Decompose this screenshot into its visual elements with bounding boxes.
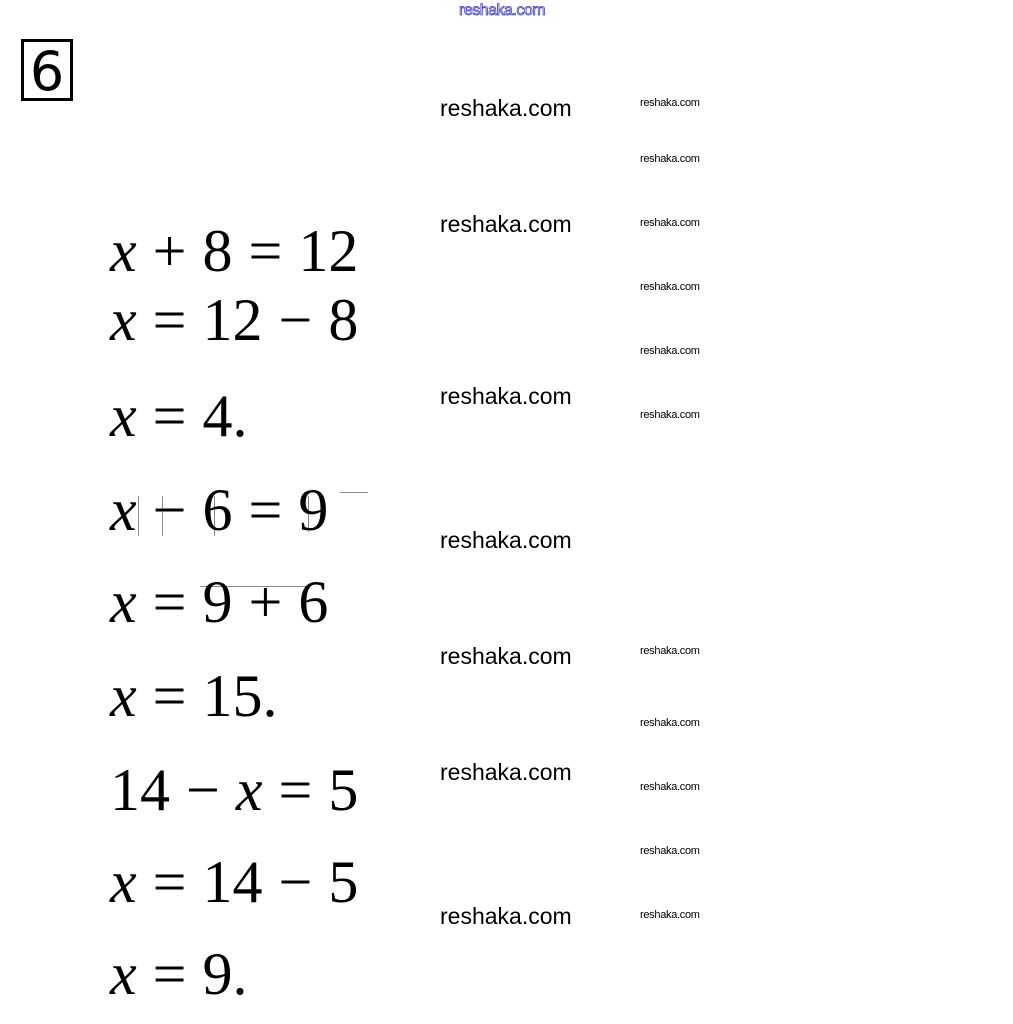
equation-line	[110, 849, 374, 915]
watermark: reshaka.com	[440, 95, 572, 121]
equation-variable: x	[110, 477, 137, 543]
equation-token: =	[278, 757, 313, 823]
equation-line	[110, 569, 344, 635]
equation-token: =	[152, 663, 187, 729]
equation-token: =	[152, 849, 187, 915]
equation-token: 5	[328, 849, 359, 915]
watermark: reshaka.com	[440, 211, 572, 237]
equation-line	[110, 477, 344, 543]
watermark-small: reshaka.com	[640, 153, 700, 165]
watermark: reshaka.com	[440, 527, 572, 553]
equation-token: =	[152, 287, 187, 353]
watermark-small: reshaka.com	[640, 645, 700, 657]
equation-line	[110, 287, 374, 353]
equation-line	[110, 218, 374, 284]
equation-token: =	[248, 218, 283, 284]
equation-token: 9.	[202, 941, 248, 1007]
equation-token: +	[152, 218, 187, 284]
watermark-small: reshaka.com	[640, 217, 700, 229]
equation-token: −	[278, 849, 313, 915]
equation-variable: x	[110, 849, 137, 915]
watermark: reshaka.com	[440, 643, 572, 669]
equation-token: 8	[202, 218, 233, 284]
equation-line	[110, 663, 293, 729]
equation-token: 12	[202, 287, 263, 353]
equation-token: 14	[202, 849, 263, 915]
equation-token: −	[278, 287, 313, 353]
equation-token: =	[248, 477, 283, 543]
equation-line	[110, 757, 374, 823]
equation-variable: x	[110, 941, 137, 1007]
watermark: reshaka.com	[440, 759, 572, 785]
equation-variable: x	[110, 569, 137, 635]
watermark-small: reshaka.com	[640, 97, 700, 109]
watermark-small: reshaka.com	[640, 845, 700, 857]
equation-token: =	[152, 941, 187, 1007]
equation-token: 4.	[202, 383, 248, 449]
equation-variable: x	[110, 383, 137, 449]
equation-line	[110, 383, 263, 449]
equation-variable: x	[110, 218, 137, 284]
watermark: reshaka.com	[440, 903, 572, 929]
equation-token: 5	[328, 757, 359, 823]
equation-token: 6	[202, 477, 233, 543]
task-number-box: 6	[21, 39, 73, 101]
watermark-small: reshaka.com	[640, 345, 700, 357]
equation-token: +	[248, 569, 283, 635]
watermark-small: reshaka.com	[640, 717, 700, 729]
equation-token: 15.	[202, 663, 278, 729]
watermark: reshaka.com	[440, 383, 572, 409]
equation-line	[110, 941, 263, 1007]
equation-token: 14	[110, 757, 170, 823]
watermark-small: reshaka.com	[640, 781, 700, 793]
equation-token: −	[152, 477, 187, 543]
equation-variable: x	[110, 287, 137, 353]
equation-token: =	[152, 569, 187, 635]
equation-variable: x	[235, 757, 263, 823]
equation-variable: x	[110, 663, 137, 729]
watermark-small: reshaka.com	[640, 409, 700, 421]
watermark-top: reshaka.com	[459, 2, 546, 19]
watermark-small: reshaka.com	[640, 281, 700, 293]
equation-token: 8	[328, 287, 359, 353]
equation-token: 12	[298, 218, 359, 284]
equation-token: =	[152, 383, 187, 449]
equation-token: 9	[202, 569, 233, 635]
equation-token: 9	[298, 477, 329, 543]
equation-token: 6	[298, 569, 329, 635]
equation-token: −	[186, 757, 220, 823]
watermark-small: reshaka.com	[640, 909, 700, 921]
